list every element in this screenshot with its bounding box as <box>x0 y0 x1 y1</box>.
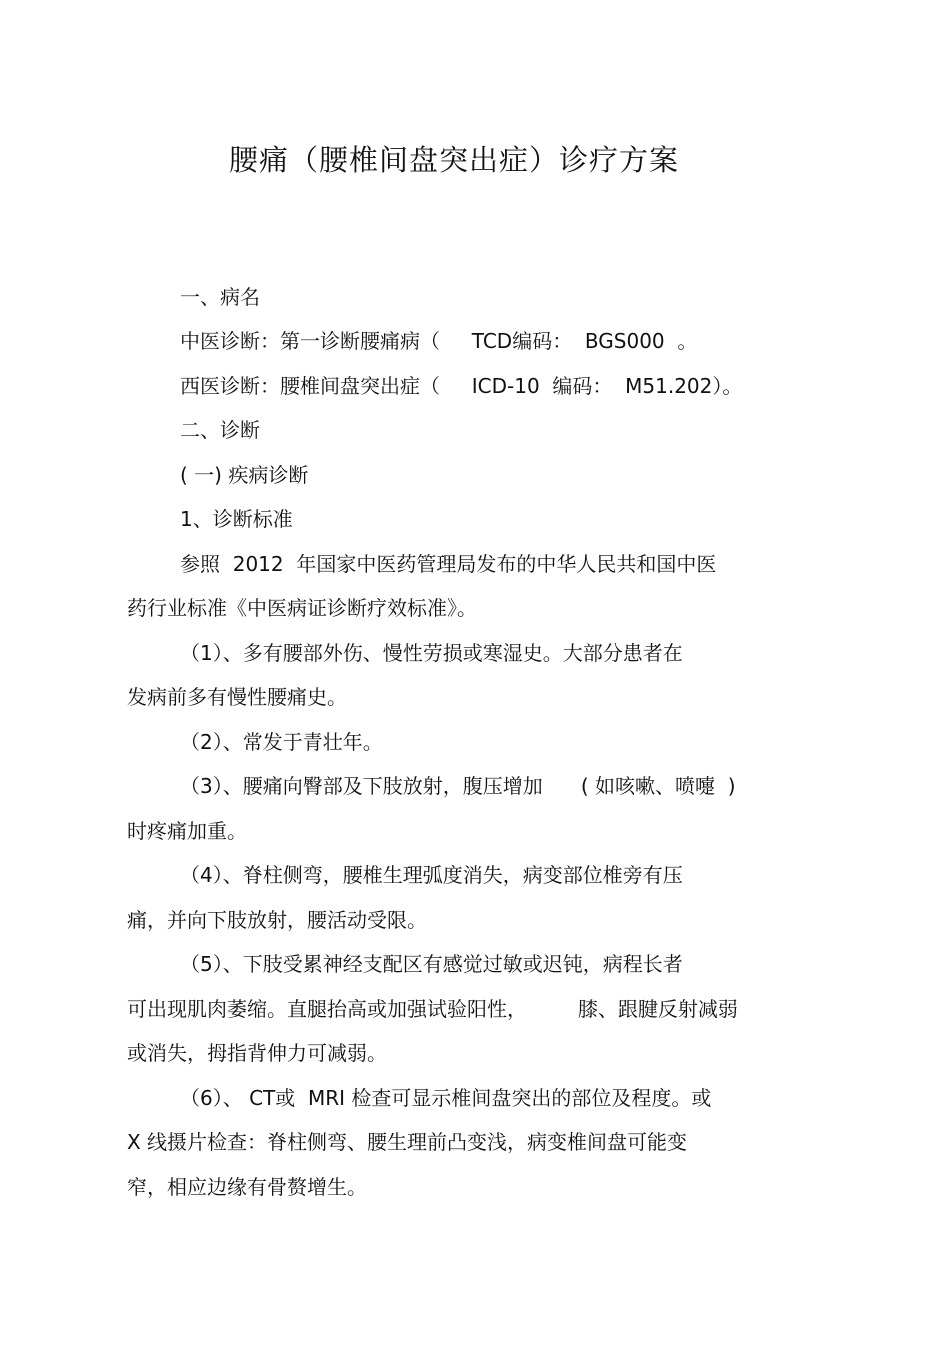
criterion-5-line-2: 可出现肌肉萎缩。直腿抬高或加强试验阳性， 膝、跟腱反射减弱 <box>127 997 738 1021</box>
criterion-4-line-2: 痛，并向下肢放射，腰活动受限。 <box>127 908 427 932</box>
criterion-3-line-2: 时疼痛加重。 <box>127 819 247 843</box>
western-diagnosis-line: 西医诊断：腰椎间盘突出症（ ICD-10 编码： M51.202）。 <box>180 374 743 398</box>
criterion-6-line-2: X 线摄片检查：脊柱侧弯、腰生理前凸变浅，病变椎间盘可能变 <box>127 1130 688 1154</box>
criterion-1-line-1: （1）、多有腰部外伤、慢性劳损或寒湿史。大部分患者在 <box>180 641 683 665</box>
tcm-diagnosis-line: 中医诊断：第一诊断腰痛病（ TCD编码： BGS000 。 <box>180 329 698 353</box>
criterion-5-line-3: 或消失，拇指背伸力可减弱。 <box>127 1041 387 1065</box>
criterion-6-line-1: （6）、 CT或 MRI 检查可显示椎间盘突出的部位及程度。或 <box>180 1086 712 1110</box>
subsection-heading-disease-diagnosis: ( 一) 疾病诊断 <box>180 463 309 487</box>
criterion-3-line-1: （3）、腰痛向臀部及下肢放射，腹压增加 ( 如咳嗽、喷嚏 ) <box>180 774 736 798</box>
criterion-1-line-2: 发病前多有慢性腰痛史。 <box>127 685 347 709</box>
paragraph-reference-line-2: 药行业标准《中医病证诊断疗效标准》。 <box>127 596 477 620</box>
subsection-heading-criteria: 1、诊断标准 <box>180 507 293 531</box>
criterion-5-line-1: （5）、下肢受累神经支配区有感觉过敏或迟钝，病程长者 <box>180 952 683 976</box>
paragraph-reference-line-1: 参照 2012 年国家中医药管理局发布的中华人民共和国中医 <box>180 552 717 576</box>
section-heading-diagnosis: 二、诊断 <box>180 418 260 442</box>
criterion-2-line-1: （2）、常发于青壮年。 <box>180 730 383 754</box>
criterion-6-line-3: 窄，相应边缘有骨赘增生。 <box>127 1175 367 1199</box>
document-title: 腰痛（腰椎间盘突出症）诊疗方案 <box>228 143 679 177</box>
criterion-4-line-1: （4）、脊柱侧弯，腰椎生理弧度消失，病变部位椎旁有压 <box>180 863 683 887</box>
section-heading-disease-name: 一、病名 <box>180 285 260 309</box>
